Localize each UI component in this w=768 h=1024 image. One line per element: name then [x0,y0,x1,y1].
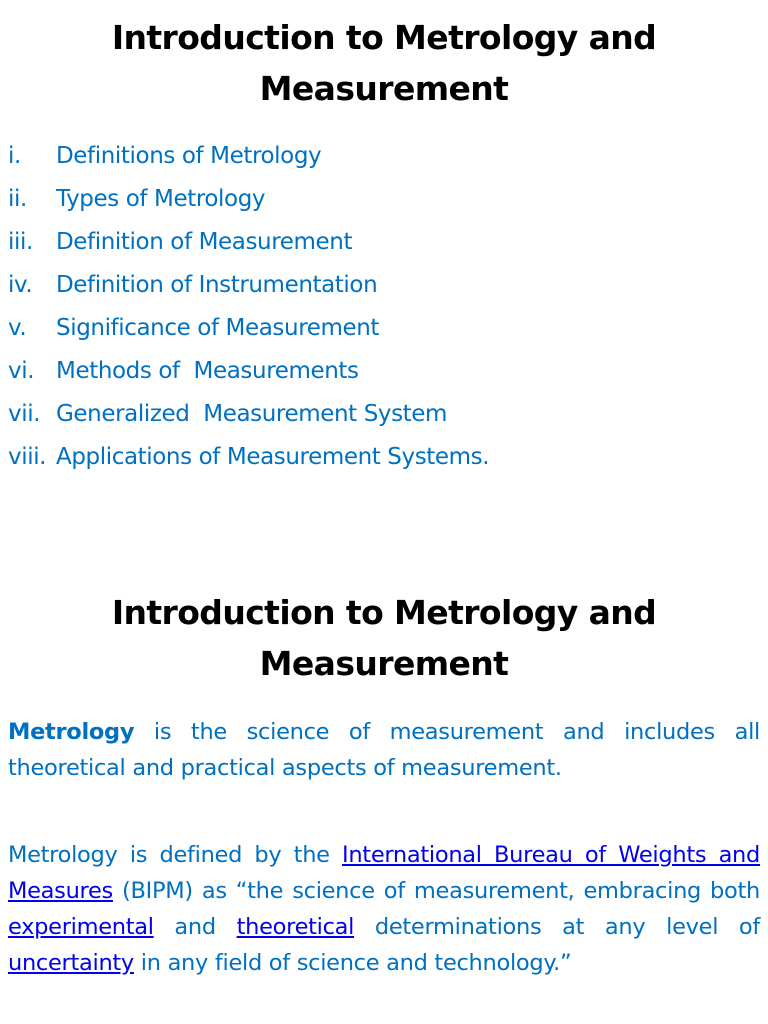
metrology-definition-paragraph [8,714,760,786]
list-item [8,393,489,436]
list-item [8,264,489,307]
paragraph-text: Metrology is defined by the [8,842,343,868]
paragraph-text: and [153,914,237,940]
list-item-number: v. [8,315,27,341]
list-item [8,436,489,479]
list-item-text: Generalized Measurement System [56,401,448,427]
list-item-text: Definition of Measurement [56,229,353,255]
bipm-link[interactable]: International Bureau of Weights and Measures [8,842,760,904]
bipm-definition-paragraph [8,837,760,981]
list-item-number: vii. [8,401,41,427]
list-item-number: viii. [8,444,47,470]
list-item [8,135,489,178]
list-item [8,178,489,221]
list-item-number: iv. [8,272,33,298]
list-item-number: iii. [8,229,33,255]
list-item-number: ii. [8,186,27,212]
paragraph-text: determinations at any level of [354,914,760,940]
list-item-text: Applications of Measurement Systems. [56,444,490,470]
theoretical-link[interactable]: theoretical [236,914,355,940]
paragraph-text: is the science of measurement and includes all theoretical and practical aspects of measurement. [8,719,760,781]
list-item-text: Methods of Measurements [56,358,359,384]
list-item-text: Definition of Instrumentation [56,272,378,298]
paragraph-text: in any field of science and technology.” [133,950,572,976]
list-item [8,221,489,264]
slide-1-title: Introduction to Metrology and Measurement [111,18,657,108]
contents-list [8,135,489,479]
list-item-text: Significance of Measurement [56,315,380,341]
paragraph-text: (BIPM) as “the science of measurement, embracing both [112,878,760,904]
list-item-text: Definitions of Metrology [56,143,322,169]
experimental-link[interactable]: experimental [8,914,154,940]
list-item-text: Types of Metrology [56,186,266,212]
slide-2-title: Introduction to Metrology and Measurement [111,593,657,683]
list-item-number: vi. [8,358,35,384]
list-item [8,307,489,350]
metrology-term: Metrology [8,719,135,745]
slide-definition [0,576,768,1024]
uncertainty-link[interactable]: uncertainty [8,950,134,976]
list-item-number: i. [8,143,21,169]
list-item [8,350,489,393]
